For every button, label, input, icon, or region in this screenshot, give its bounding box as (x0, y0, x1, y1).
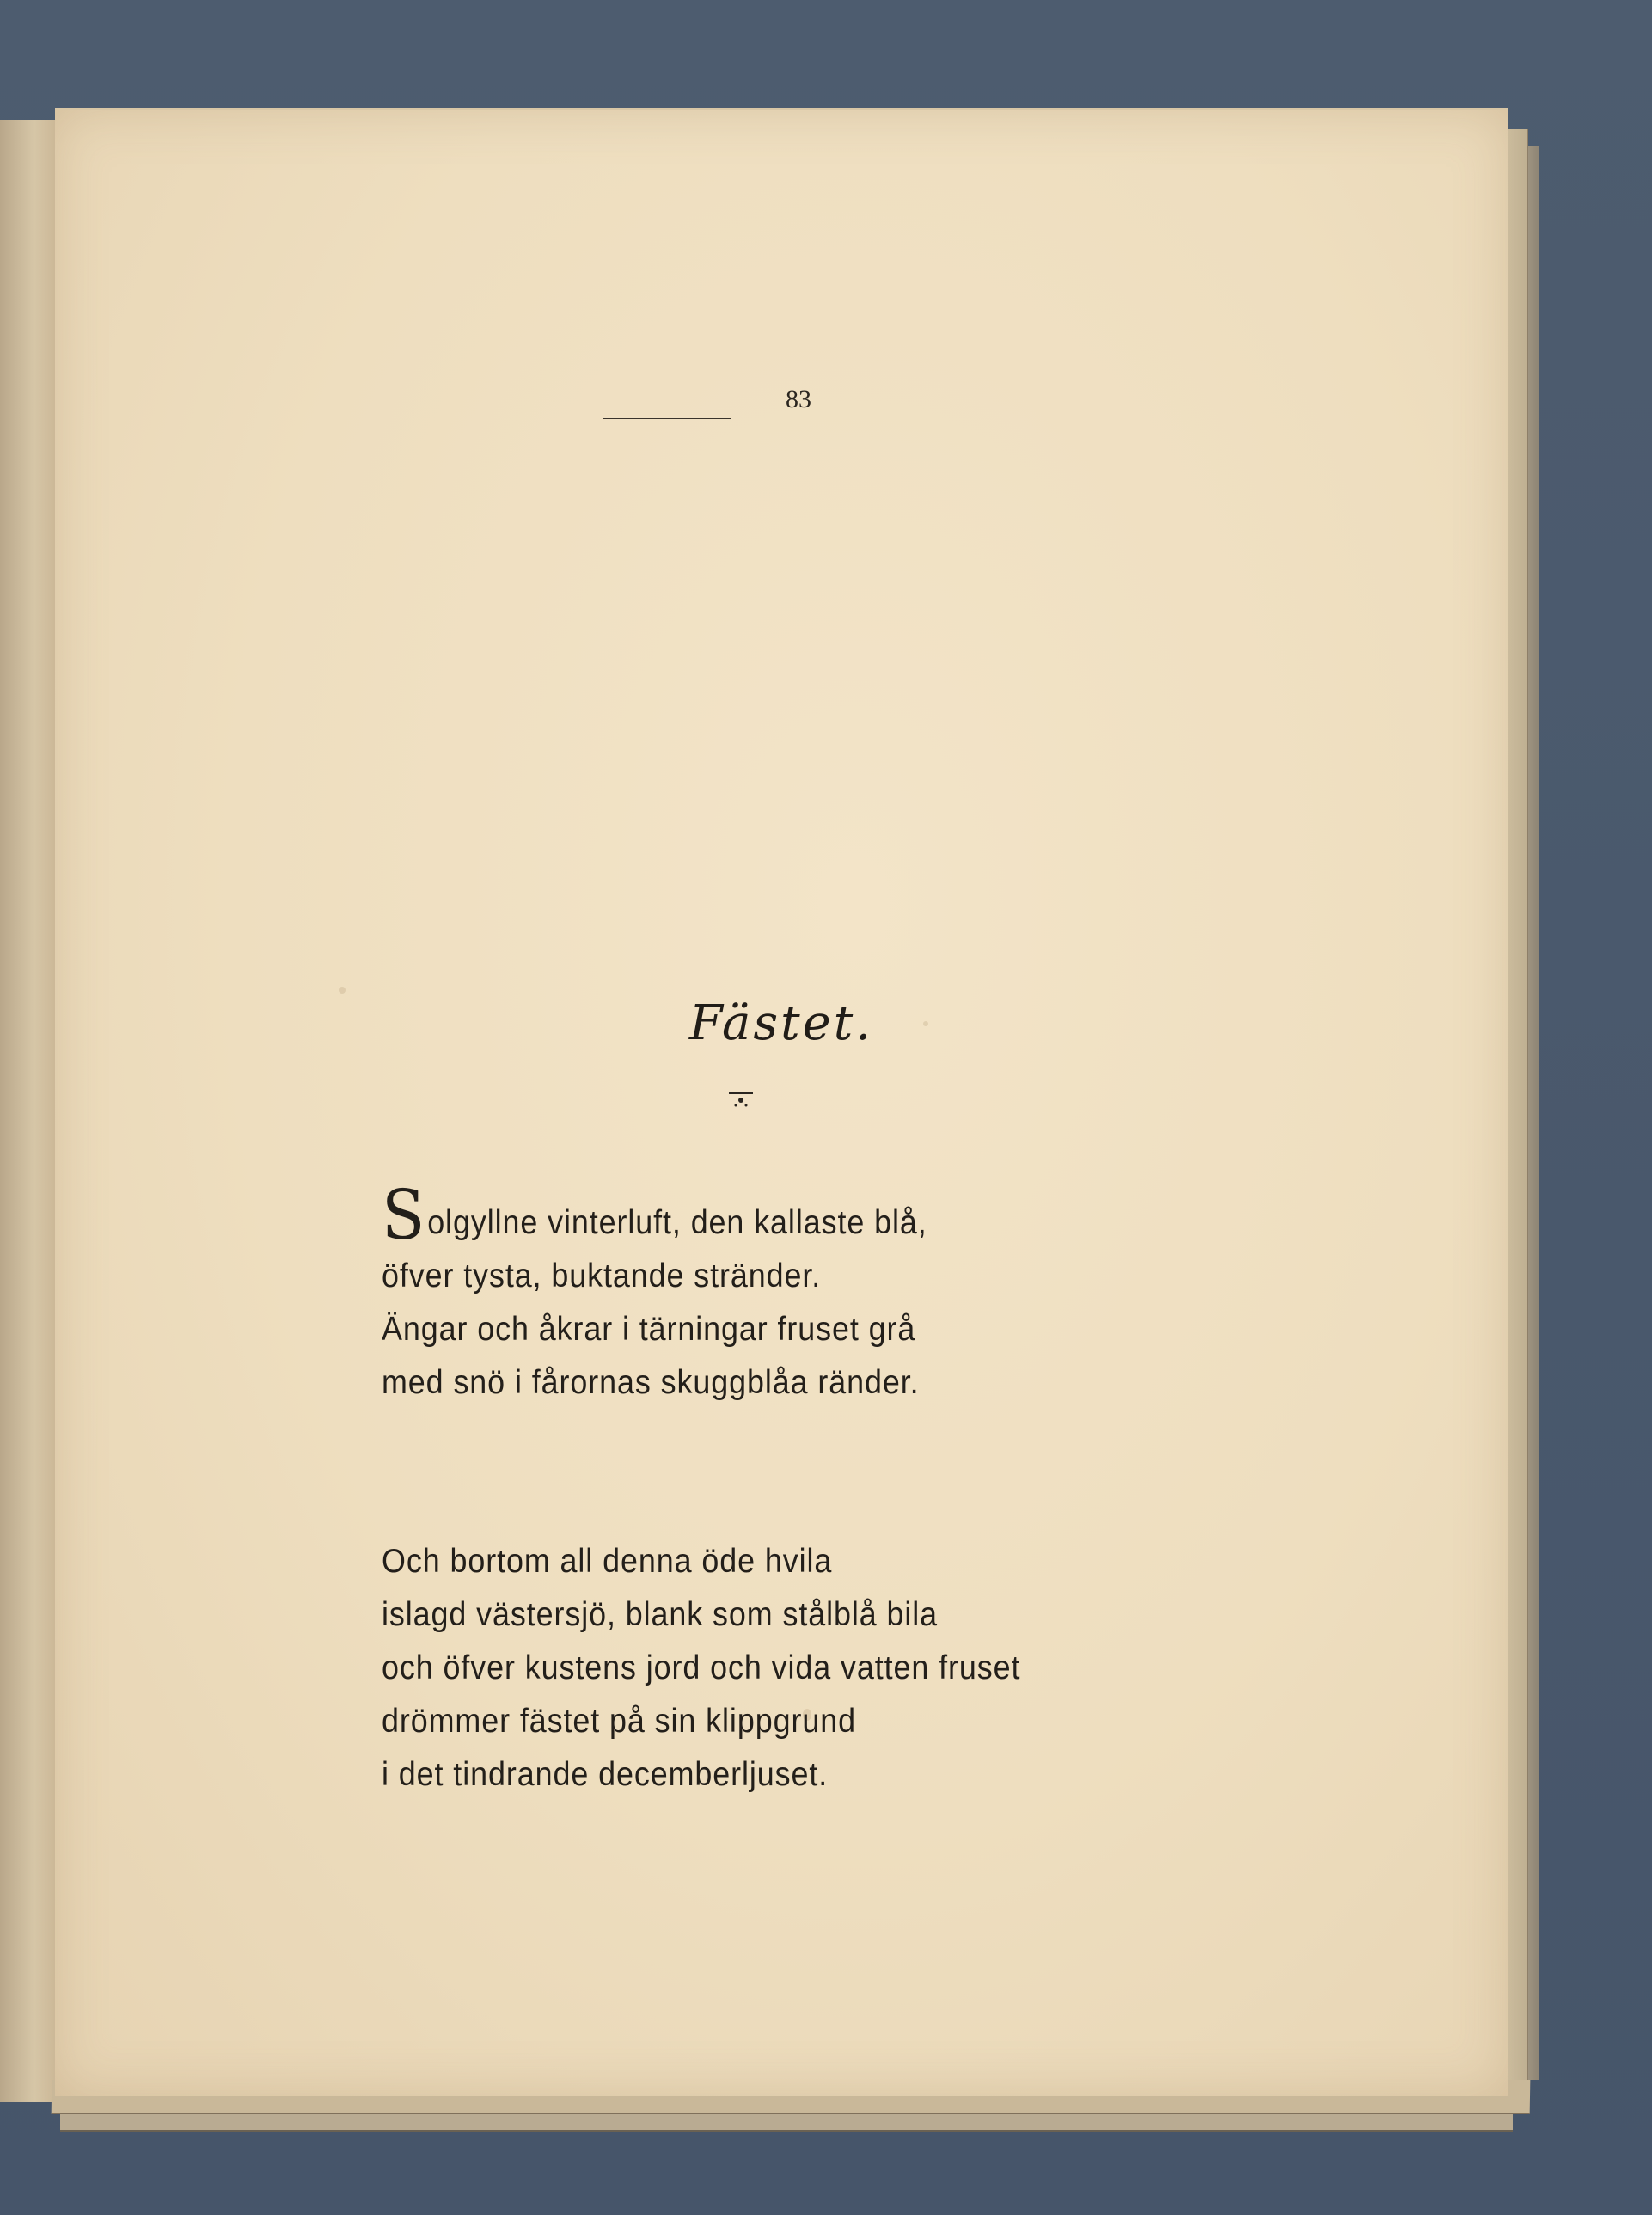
stanza-1-line-1 (382, 1175, 927, 1255)
foxing-spot (339, 987, 346, 994)
stanza-2-line-3: och öfver kustens jord och vida vatten fruset (382, 1649, 1021, 1686)
page-number-rule (603, 418, 731, 419)
stanza-1-line-3: Ängar och åkrar i tärningar fruset grå (382, 1311, 916, 1348)
stanza-2 (382, 1535, 1020, 1802)
stanza-1-line-4: med snö i fårornas skuggblåa ränder. (382, 1364, 920, 1401)
left-page-edge (0, 120, 58, 2102)
poem-title: Fästet. (688, 995, 874, 1051)
stanza-2-line-2: islagd västersjö, blank som stålblå bila (382, 1596, 939, 1633)
page-number: 83 (786, 385, 811, 413)
stanza-1 (382, 1175, 927, 1410)
title-ornament-icon (724, 1090, 758, 1111)
stanza-2-line-4: drömmer fästet på sin klippgrund (382, 1703, 856, 1740)
book-page (55, 108, 1508, 2096)
stanza-2-line-1: Och bortom all denna öde hvila (382, 1543, 833, 1580)
stanza-1-line-2: öfver tysta, buktande stränder. (382, 1257, 822, 1294)
stanza-1-line-1-text: olgyllne vinterluft, den kallaste blå, (427, 1204, 927, 1241)
drop-cap: S (382, 1175, 426, 1255)
stanza-2-line-5: i det tindrande decemberljuset. (382, 1756, 829, 1793)
